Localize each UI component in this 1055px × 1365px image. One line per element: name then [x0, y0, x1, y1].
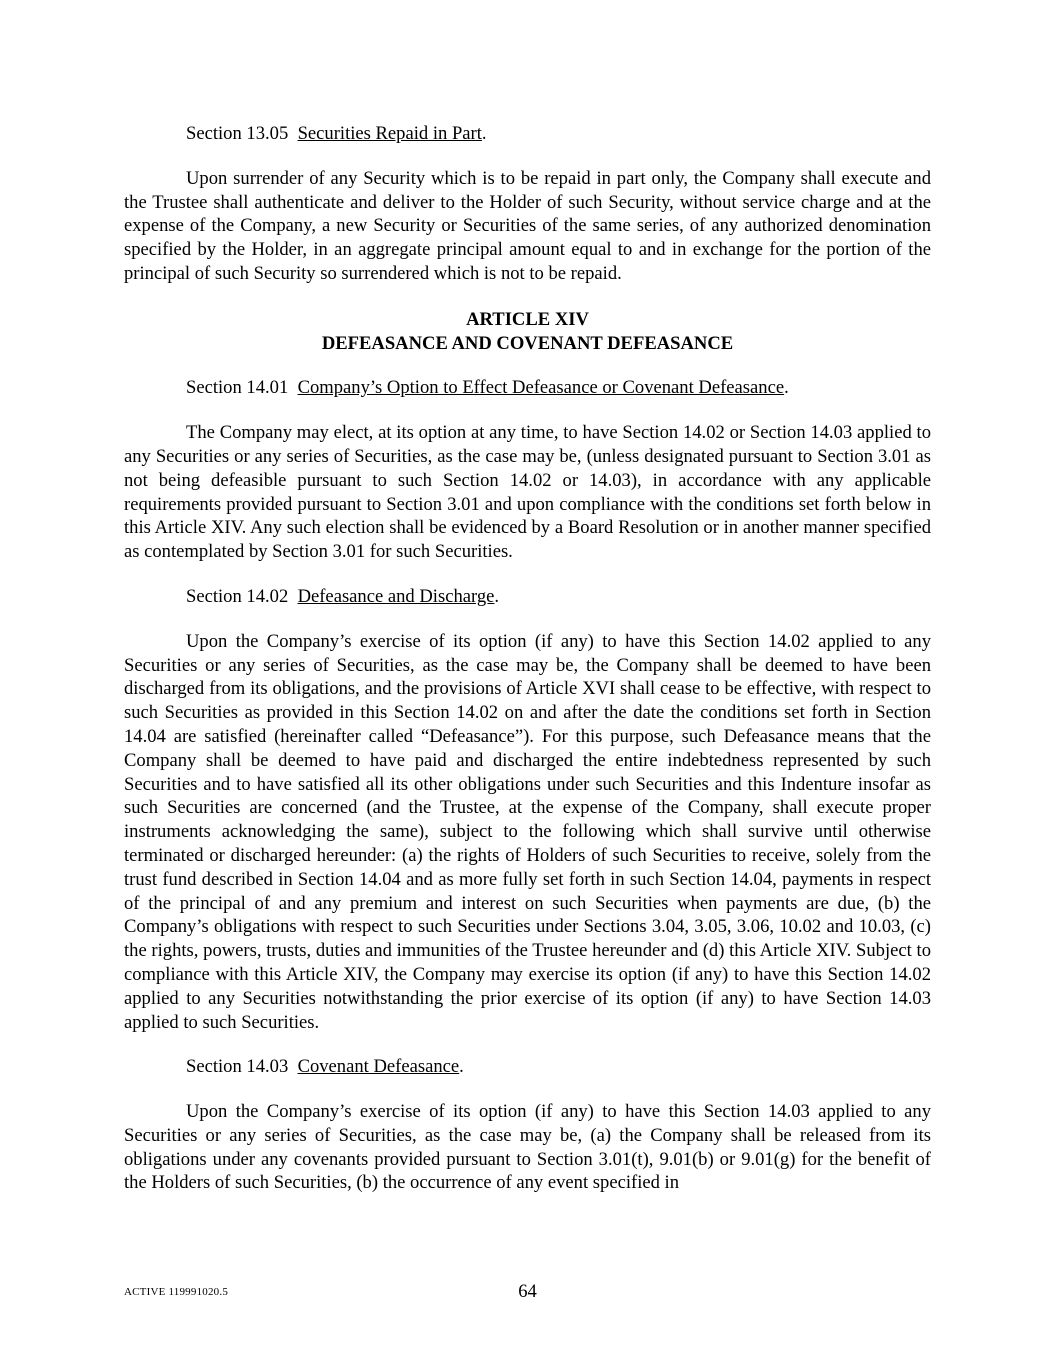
section-body-14-03: Upon the Company’s exercise of its option (if any) to have this Section 14.03 applied to any Securities or any series of Securities, as the case may be, (a) the Company shall be released from its obligations under any covenants provided pursuant to Section 3.01(t), 9.01(b) or 9.01(g) for the benefit of the Holders of such Securities, (b) the occurrence of any event specified in [124, 1101, 931, 1194]
footer-document-id: ACTIVE 119991020.5 [124, 1286, 229, 1298]
section-heading-14-02: Section 14.02 Defeasance and Discharge. [186, 585, 500, 607]
article-title: DEFEASANCE AND COVENANT DEFEASANCE [321, 332, 734, 354]
section-number: Section 13.05 [186, 123, 289, 144]
article-number: ARTICLE XIV [466, 308, 589, 330]
page-content [124, 122, 931, 1195]
section-body-14-02: Upon the Company’s exercise of its option (if any) to have this Section 14.02 applied to any Securities or any series of Securities, as the case may be, the Company shall be deemed to have been discharged from its obligations, and the provisions of Article XVI shall cease to be effective, with respect to such Securities as provided in this Section 14.02 on and after the date the conditions set forth in Section 14.04 are satisfied (hereinafter called “Defeasance”). For this purpose, such Defeasance means that the Company shall be deemed to have paid and discharged the entire indebtedness represented by such Securities and to have satisfied all its other obligations under such Securities and this Indenture insofar as such Securities are concerned (and the Trustee, at the expense of the Company, shall execute proper instruments acknowledging the same), subject to the following which shall survive until otherwise terminated or discharged hereunder: (a) the rights of Holders of such Securities to receive, solely from the trust fund described in Section 14.04 and as more fully set forth in such Section 14.04, payments in respect of the principal of and any premium and interest on such Securities when payments are due, (b) the Company’s obligations with respect to such Securities under Sections 3.04, 3.05, 3.06, 10.02 and 10.03, (c) the rights, powers, trusts, duties and immunities of the Trustee hereunder and (d) this Article XIV. Subject to compliance with this Article XIV, the Company may exercise its option (if any) to have this Section 14.02 applied to any Securities notwithstanding the prior exercise of its option (if any) to have Section 14.03 applied to such Securities. [124, 630, 931, 1033]
section-number: Section 14.02 [186, 585, 289, 607]
footer-page-number: 64 [518, 1281, 537, 1302]
section-title: Company’s Option to Effect Defeasance or Covenant Defeasance [297, 377, 785, 399]
section-body-13-05: Upon surrender of any Security which is to be repaid in part only, the Company shall execute and the Trustee shall authenticate and deliver to the Holder of such Security, without service charge and at the expense of the Company, a new Security or Securities of the same series, of any authorized denomination specified by the Holder, in an aggregate principal amount equal to and in exchange for the portion of the principal of such Security so surrendered which is not to be repaid. [124, 167, 931, 284]
section-heading-14-01: Section 14.01 Company’s Option to Effect Defeasance or Covenant Defeasance. [186, 377, 789, 399]
section-number: Section 14.03 [186, 1056, 289, 1078]
section-title: Defeasance and Discharge [297, 585, 495, 607]
section-body-14-01: The Company may elect, at its option at any time, to have Section 14.02 or Section 14.03 applied to any Securities or any series of Securities, as the case may be, (unless designated pursuant to Section 3.01 as not being defeasible pursuant to such Section 14.02 or 14.03), in accordance with any applicable requirements provided pursuant to Section 3.01 and upon compliance with the conditions set forth below in this Article XIV. Any such election shall be evidenced by a Board Resolution or in another manner specified as contemplated by Section 3.01 for such Securities. [124, 422, 931, 563]
section-heading-14-03: Section 14.03 Covenant Defeasance. [186, 1056, 464, 1078]
section-number: Section 14.01 [186, 377, 289, 399]
article-heading [124, 308, 931, 356]
section-heading-13-05: Section 13.05 Securities Repaid in Part. [186, 123, 487, 144]
section-title: Securities Repaid in Part [297, 123, 482, 144]
section-title: Covenant Defeasance [297, 1056, 460, 1078]
